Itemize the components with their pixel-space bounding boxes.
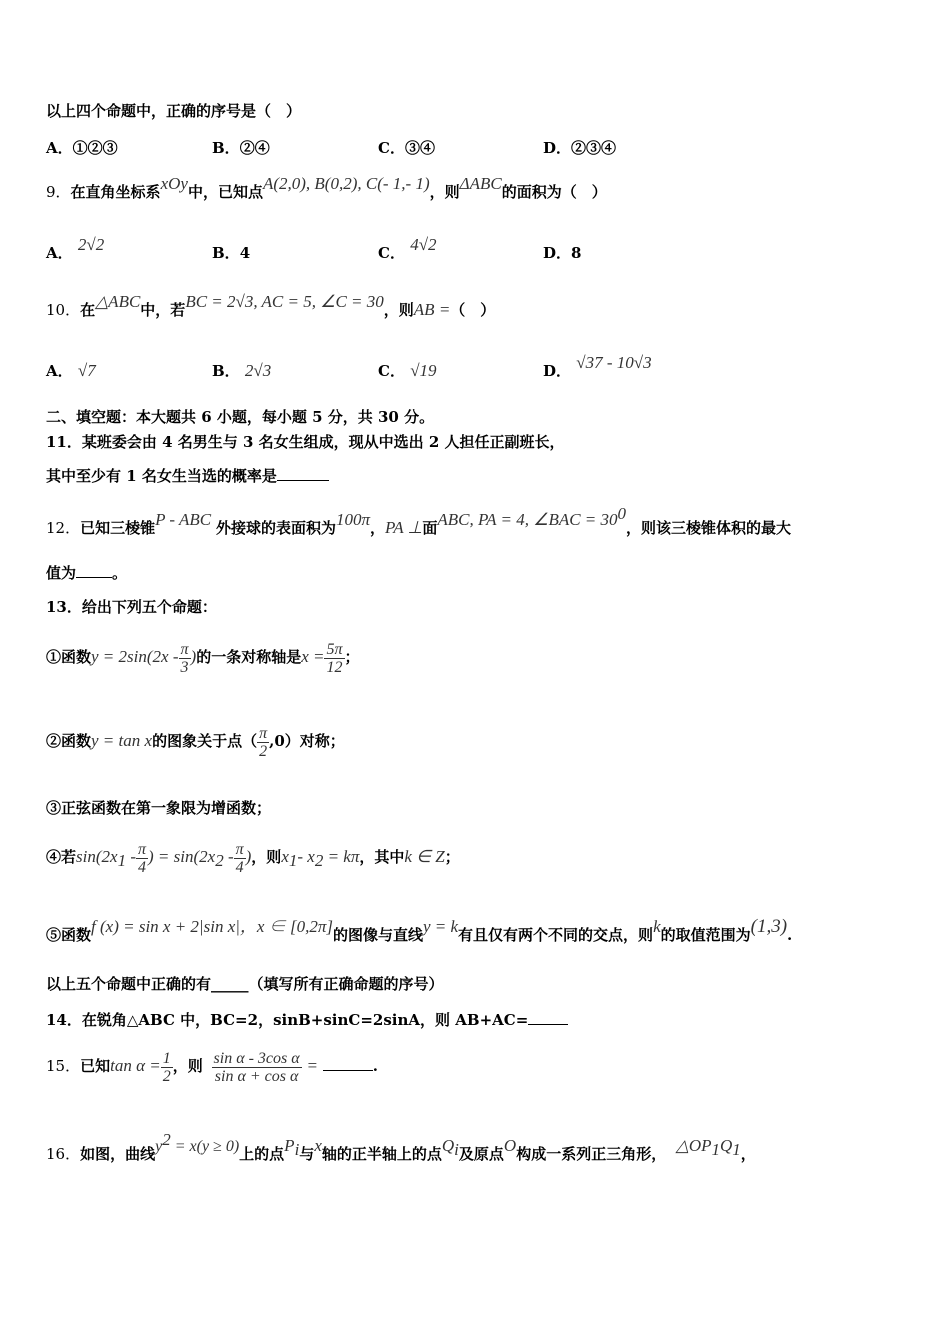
q15-stem: 15．已知tan α = $\frac{1}{2}$ ，则 $\frac{\text{sin α - 3cos α}}{\text{sin α + cos α}}$ = . [46,1049,378,1085]
q11-line2: 其中至少有 1 名女生当选的概率是 [46,466,329,486]
q8-option-d[interactable]: D．②③④ [543,139,617,157]
q13-proposition-2: ②函数y = tan x的图象关于点（ $\frac{\pi}{2}$ ,0）对称； [46,724,345,760]
q10-stem: 10．在△ABC中，若BC = 2√3, AC = 5, ∠C = 30，则AB =（ ） [46,292,496,319]
q13-proposition-5: ⑤函数f (x) = sin x + 2|sin x|，x ∈ [0,2π]的图像与直线y = k有且仅有两个不同的交点，则k的取值范围为(1,3). [46,916,793,944]
q13-proposition-4: ④若$\sin(2x_1$ - $\frac{\pi}{4}$ ) = $\sin(2x_2$ - $\frac{\pi}{4}$ )，则$x_1-$ $x_2 = k\pi$，其中k ∈ Z； [46,840,460,876]
q8-prompt: 以上四个命题中，正确的序号是（ ） [46,102,302,120]
q13-conclusion: 以上五个命题中正确的有_____（填写所有正确命题的序号） [46,975,444,993]
q8-option-b[interactable]: B．②④ [212,139,270,157]
q10-option-d[interactable]: D． √37 - 10√3 [543,353,652,380]
q10-option-b[interactable]: B． 2√3 [212,361,272,380]
q9-option-a[interactable]: A． 2√2 [46,235,105,262]
q12-stem: 12．已知三棱锥P - ABC 外接球的表面积为100π，PA ⊥面ABC, PA = 4, ∠BAC = $30^0$，则该三棱锥体积的最大 [46,504,792,537]
q13-intro: 13．给出下列五个命题： [46,598,217,616]
q10-option-c[interactable]: C． √19 [378,361,437,380]
q8-option-c[interactable]: C．③④ [378,139,435,157]
q16-stem: 16．如图，曲线$y^2 = x(y \ge 0)$上的点$P_i$与x轴的正半轴上的点$Q_i$及原点O构成一系列正三角形， $\triangle OP_1Q_1$， [46,1130,756,1163]
q11-line1: 11．某班委会由 4 名男生与 3 名女生组成，现从中选出 2 人担任正副班长， [46,433,565,451]
q9-option-c[interactable]: C． 4√2 [378,235,437,262]
q9-option-d[interactable]: D．8 [543,244,582,262]
q13-proposition-1: ①函数y = 2sin(2x - $\frac{\pi}{3}$ )的一条对称轴是x = $\frac{5\pi}{12}$ ； [46,640,360,676]
q9-stem: 9．在直角坐标系xOy中，已知点A(2,0), B(0,2), C(- 1,- 1)，则ΔABC的面积为（ ） [46,174,607,201]
q14-stem: 14．在锐角△ABC 中，BC=2，sinB+sinC=2sinA，则 AB+AC= [46,1010,568,1030]
section-2-heading: 二、填空题：本大题共 6 小题，每小题 5 分，共 30 分。 [46,408,435,426]
q9-option-b[interactable]: B．4 [212,244,251,262]
q12-line2: 值为 。 [46,564,128,582]
q8-option-a[interactable]: A．①②③ [46,139,118,157]
q10-option-a[interactable]: A． √7 [46,361,96,380]
q13-proposition-3: ③正弦函数在第一象限为增函数； [46,799,272,817]
